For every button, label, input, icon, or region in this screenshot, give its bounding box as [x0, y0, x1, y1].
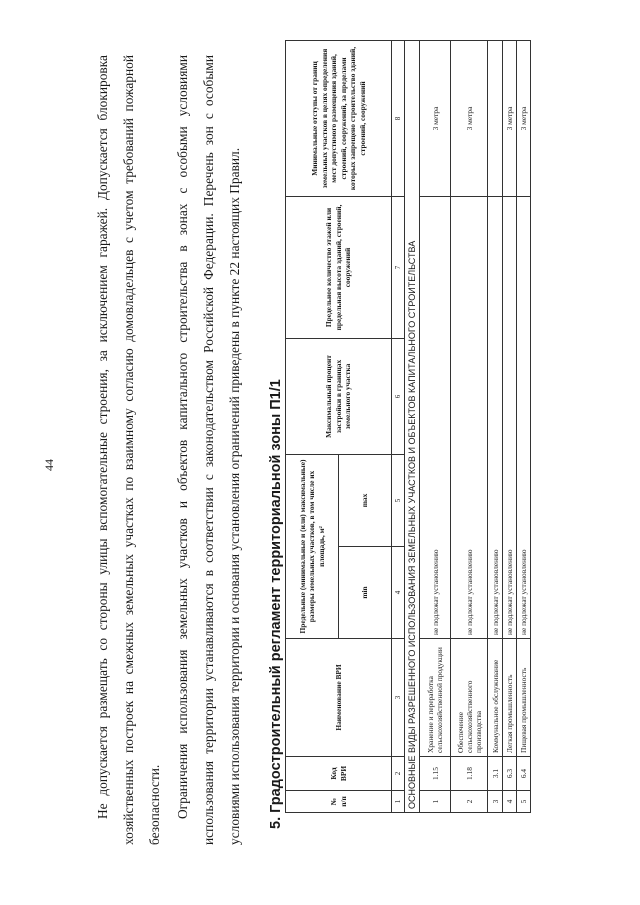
table-row [517, 40, 531, 812]
cell-limits: не подлежат установлению [488, 196, 503, 638]
cell-no: 5 [517, 791, 531, 813]
cell-code: 1.18 [451, 757, 488, 791]
table-row [420, 40, 451, 812]
header-setback: Минимальные отступы от границ земельных участков в целях определения мест допустимого размещения зданий, строений, сооружений, за пределами которых запрещено строительство зданий, строений, сооружений [286, 40, 392, 196]
col-number: 1 [392, 791, 405, 813]
section-title: ОСНОВНЫЕ ВИДЫ РАЗРЕШЕННОГО ИСПОЛЬЗОВАНИЯ ЗЕМЕЛЬНЫХ УЧАСТКОВ И ОБЪЕКТОВ КАПИТАЛЬНОГО СТРОИТЕЛЬСТВА [405, 40, 420, 812]
cell-setback: 3 метра [420, 40, 451, 196]
cell-name: Обеспечение сельскохозяйственного производства [451, 639, 488, 757]
cell-code: 3.1 [488, 757, 503, 791]
cell-setback [488, 40, 503, 196]
header-max: max [339, 454, 392, 546]
section-row [405, 40, 420, 812]
header-sizes: Предельные (минимальные и (или) максимальные) размеры земельных участков, в том числе их площадь, м² [286, 454, 339, 638]
col-number: 7 [392, 196, 405, 338]
cell-name: Пищевая промышленность [517, 639, 531, 757]
col-number: 5 [392, 454, 405, 546]
paragraph-restrictions: Ограничения использования земельных участков и объектов капитального строительства в зонах с особыми условиями использования территории устанавливаются в соответствии с законодательством Российской Федерации. Перечень зон с особыми условиями использования территории и основания установления ограничений приведены в пункте 22 настоящих Правил. [175, 55, 242, 845]
col-number: 3 [392, 639, 405, 757]
table-row [503, 40, 517, 812]
header-floors: Предельное количество этажей или предельная высота зданий, строений, сооружений [286, 196, 392, 338]
col-number: 8 [392, 40, 405, 196]
cell-no: 1 [420, 791, 451, 813]
page-number: 44 [42, 459, 56, 471]
cell-name: Легкая промышленность [503, 639, 517, 757]
cell-limits: не подлежат установлению [451, 196, 488, 638]
cell-limits: не подлежат установлению [420, 196, 451, 638]
cell-no: 3 [488, 791, 503, 813]
cell-no: 4 [503, 791, 517, 813]
table-row [488, 40, 503, 812]
cell-code: 6.4 [517, 757, 531, 791]
section-heading: 5. Градостроительный регламент территориальной зоны П1/1 [268, 379, 284, 829]
header-no: № п/п [286, 791, 392, 813]
cell-code: 1.15 [420, 757, 451, 791]
header-row [286, 40, 339, 812]
col-number: 6 [392, 338, 405, 454]
col-number: 2 [392, 757, 405, 791]
cell-name: Хранение и переработка сельскохозяйственной продукции [420, 639, 451, 757]
header-name: Наименование ВРИ [286, 639, 392, 757]
regulation-table [285, 40, 531, 813]
cell-limits: не подлежат установлению [503, 196, 517, 638]
cell-setback: 3 метра [517, 40, 531, 196]
cell-code: 6.3 [503, 757, 517, 791]
cell-name: Коммунальное обслуживание [488, 639, 503, 757]
cell-limits: не подлежат установлению [517, 196, 531, 638]
header-code: Код ВРИ [286, 757, 392, 791]
paragraph-garages: Не допускается размещать со стороны улицы вспомогательные строения, за исключением гаражей. Допускается блокировка хозяйственных построек на смежных земельных участках по взаимному согласию домовладельцев с учетом требований пожарной безопасности. [95, 55, 162, 845]
header-min: min [339, 547, 392, 639]
col-number: 4 [392, 547, 405, 639]
cell-no: 2 [451, 791, 488, 813]
column-number-row [392, 40, 405, 812]
cell-setback: 3 метра [503, 40, 517, 196]
cell-setback: 3 метра [451, 40, 488, 196]
header-percent: Максимальный процент застройки в границах земельного участка [286, 338, 392, 454]
table-row [451, 40, 488, 812]
